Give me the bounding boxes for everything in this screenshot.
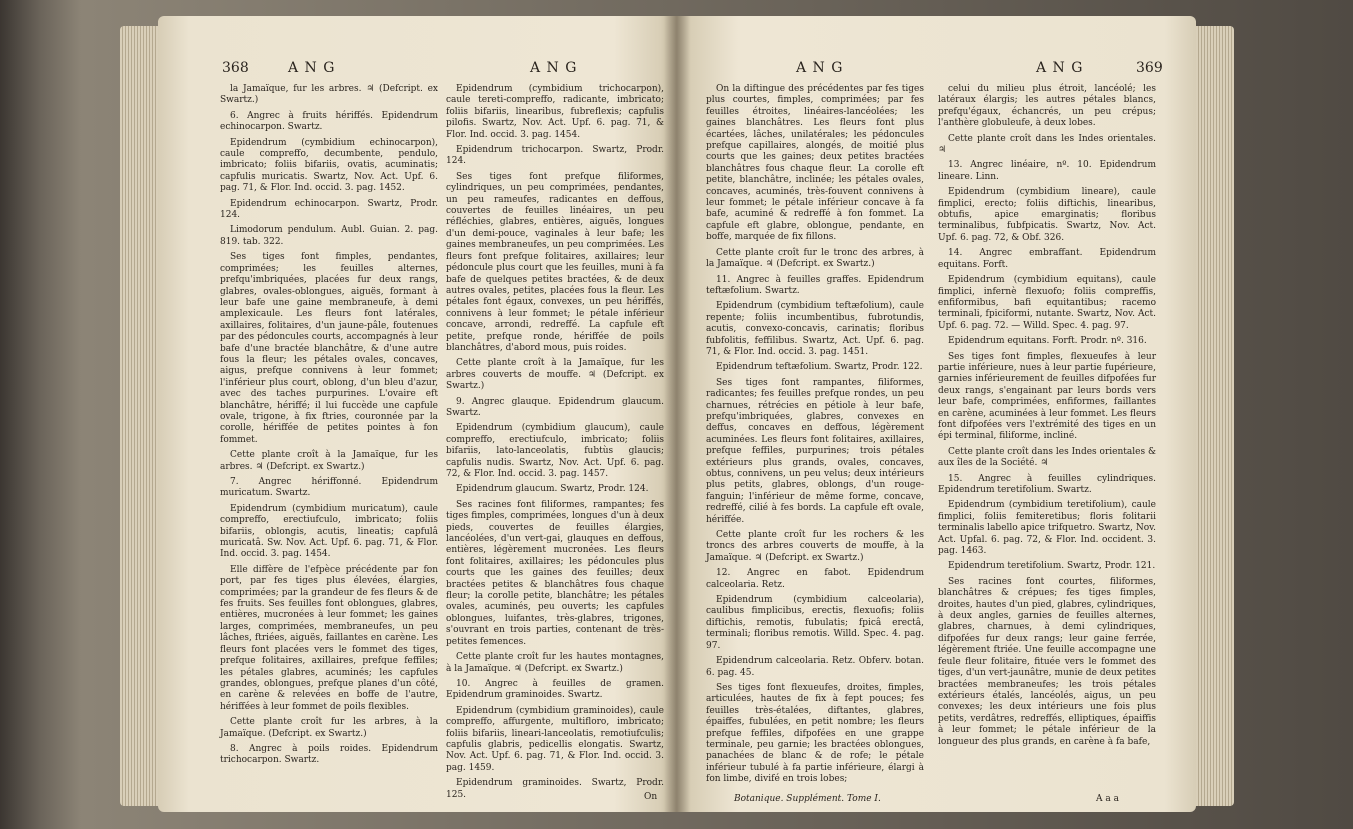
paragraph: Ses racines font filiformes, rampantes; fes tiges fimples, comprimées, longues d'un à deux pieds, couvertes de feuilles élargies, lancéolées, d'un vert-gai, glauques en deffous, entières, légèrement mucronées. Les fleurs font folitaires, axillaires; les pédoncules plus courts que les gaines des feuilles; deux bractées petites & blanchâtres fous chaque fleur; la corolle petite, blanchâtre; les pétales ovales, acuminés, peu ouverts; les capfules oblongues, luifantes, très-glabres, trigones, s'ouvrant en trois parties, contenant de très-petites femences.: [446, 499, 664, 647]
paragraph: 12. Angrec en fabot. Epidendrum calceolaria. Retz.: [706, 568, 924, 590]
right-page-column-1: [706, 84, 924, 790]
paragraph: Epidendrum (cymbidium teretifolium), caule fimplici, foliis femiteretibus; floris folitarii terminalis labello apice trifquetro. Swartz, Nov. Act. Upfal. 6. pag. 72, & Flor. Ind. occident. 3. pag. 1463.: [938, 500, 1156, 557]
paragraph: Cette plante croît fur les arbres, à la Jamaïque. (Defcript. ex Swartz.): [220, 717, 438, 739]
paragraph: Epidendrum (cymbidium equitans), caule fimplici, infernè flexuofo; foliis compreffis, enfiformibus, bafi equitantibus; racemo terminali, fpiciformi, nutante. Swartz, Nov. Act. Upf. 6. pag. 72. — Willd. Spec. 4. pag. 97.: [938, 275, 1156, 331]
paragraph: 14. Angrec embraffant. Epidendrum equitans. Forft.: [938, 248, 1156, 270]
paragraph: Ses tiges font flexueufes, droites, fimples, articulées, hautes de fix à fept pouces; fes feuilles très-étalées, diftantes, glabres, épaiffes, fubulées, en petit nombre; les fleurs prefque feffiles, difpofées en une grappe terminale, peu garnie; les bractées oblongues, panachées de blanc & de rofe; le pétale inférieur tubulé à fa partie inférieure, élargi à fon limbe, divifé en trois lobes;: [706, 682, 924, 785]
left-page-column-1: [220, 84, 438, 771]
paragraph: 10. Angrec à feuilles de gramen. Epidendrum graminoides. Swartz.: [446, 678, 664, 701]
paragraph: Cette plante croît dans les Indes orientales & aux îles de la Société. ♃: [938, 446, 1156, 469]
running-header-right: A N G: [1036, 60, 1084, 76]
paragraph: Epidendrum (cymbidium echinocarpon), caule compreffo, decumbente, pendulo, imbricato; foliis bifariis, ovatis, acuminatis; capfulis muricatis. Swartz, Nov. Act. Upf. 6. pag. 71, & Flor. Ind. occid. 3. pag. 1452.: [220, 137, 438, 194]
running-header-right: A N G: [530, 60, 578, 76]
paragraph: 9. Angrec glauque. Epidendrum glaucum. Swartz.: [446, 396, 664, 418]
paragraph: Epidendrum (cymbidium glaucum), caule compreffo, erectiufculo, imbricato; foliis bifariis, lato-lanceolatis, fubtùs glaucis; capfulis nudis. Swartz, Nov. Act. Upf. 6. pag. 72, & Flor. Ind. occid. 3. pag. 1457.: [446, 423, 664, 479]
paragraph: Epidendrum (cymbidium lineare), caule fimplici, erecto; foliis diftichis, linearibus, obtufis, apice emarginatis; floribus terminalibus, fubfpicatis. Swartz, Nov. Act. Upf. 6. pag. 72, & Obf. 326.: [938, 187, 1156, 243]
paragraph: Ses racines font courtes, filiformes, blanchâtres & crépues; fes tiges fimples, droites, hautes d'un pied, glabres, cylindriques, à deux angles, garnies de feuilles alternes, glabres, charnues, à demi cylindriques, difpofées fur deux rangs; leur gaine ferrée, légèrement ftriée. Une feuille accompagne une feule fleur folitaire, fituée vers le fommet des tiges, d'un vert-jaunâtre, munie de deux petites bractées membraneufes; les trois pétales extérieurs étalés, lancéolés, aigus, un peu convexes; les deux intérieurs une fois plus petits, verdâtres, redreffés, elliptiques, épaiffis à leur fommet; le pétale inférieur de la longueur des plus grands, en carène à fa bafe,: [938, 576, 1156, 747]
page-number: 368: [222, 60, 249, 76]
paragraph: Ses tiges font prefque filiformes, cylindriques, un peu comprimées, pendantes, un peu rameufes, radicantes en deffous, couvertes de feuilles linéaires, un peu réfléchies, glabres, entières, aiguës, longues d'un demi-pouce, vaginales à leur bafe; les gaines membraneufes, un peu comprimées. Les fleurs font prefque folitaires, axillaires; leur pédoncule plus court que les feuilles, muni à fa bafe de quelques petites bractées, & de deux autres ovales, petites, placées fous la fleur. Les pétales font égaux, convexes, un peu hériffés, connivens à leur fommet; le pétale inférieur concave, arrondi, redreffé. La capfule eft petite, prefque ronde, hériffée de poils blanchâtres, d'abord mous, puis roides.: [446, 171, 664, 353]
signature-mark: A a a: [1096, 794, 1119, 804]
paragraph: Cette plante croît à la Jamaïque, fur les arbres couverts de mouffe. ♃ (Defcript. ex Swartz.): [446, 358, 664, 392]
paragraph: Epidendrum (cymbidium trichocarpon), caule tereti-compreffo, radicante, imbricato; foliis bifariis, linearibus, fubreflexis; capfulis pilofis. Swartz, Nov. Act. Upf. 6. pag. 71, & Flor. Ind. occid. 3. pag. 1454.: [446, 84, 664, 140]
paragraph: Epidendrum calceolaria. Retz. Obferv. botan. 6. pag. 45.: [706, 656, 924, 678]
paragraph: 6. Angrec à fruits hériffés. Epidendrum echinocarpon. Swartz.: [220, 110, 438, 133]
paragraph: On la diftingue des précédentes par fes tiges plus courtes, fimples, comprimées; par fes feuilles étroites, linéaires-lancéolées; les gaines blanchâtres. Les fleurs font plus écartées, lâches, unilatérales; les pédoncules prefque capillaires, alongés, de moitié plus courts que les gaines; deux petites bractées blanchâtres fous chaque fleur. La corolle eft petite, blanchâtre, inclinée; les pétales ovales, concaves, acuminés, très-fouvent connivens à leur fommet; le pétale inférieur concave à fa bafe, acuminé & redreffé à fon fommet. La capfule eft glabre, oblongue, pendante, en boffe, marquée de fix fillons.: [706, 84, 924, 243]
paragraph: Epidendrum (cymbidium muricatum), caule compreffo, erectiufculo, imbricato; foliis bifariis, oblongis, acutis, lineatis; capfulâ muricatâ. Sw. Nov. Act. Upf. 6. pag. 71, & Flor. Ind. occid. 3. pag. 1454.: [220, 503, 438, 560]
page-number: 369: [1136, 60, 1163, 76]
paragraph: celui du milieu plus étroit, lancéolé; les latéraux élargis; les autres pétales blancs, prefqu'égaux, échancrés, un peu crépus; l'anthère globuleufe, à deux lobes.: [938, 84, 1156, 129]
paragraph: Epidendrum (cymbidium calceolaria), caulibus fimplicibus, erectis, flexuofis; foliis diftichis, remotis, fubulatis; fpicâ erectâ, terminali; floribus remotis. Willd. Spec. 4. pag. 97.: [706, 595, 924, 651]
paragraph: la Jamaïque, fur les arbres. ♃ (Defcript. ex Swartz.): [220, 84, 438, 106]
running-header-left: A N G: [796, 60, 844, 76]
paragraph: Ses tiges font fimples, flexueufes à leur partie inférieure, nues à leur partie fupérieure, garnies inférieurement de feuilles difpofées fur deux rangs, s'engainant par leurs bords vers leur bafe, comprimées, enfiformes, faillantes en carène, acuminées à leur fommet. Les fleurs font difpofées vers l'extrémité des tiges en un épi terminal, filiforme, incliné.: [938, 351, 1156, 442]
paragraph: Cette plante croît fur les hautes montagnes, à la Jamaïque. ♃ (Defcript. ex Swartz.): [446, 652, 664, 674]
paragraph: 13. Angrec linéaire, nº. 10. Epidendrum lineare. Linn.: [938, 160, 1156, 182]
paragraph: Epidendrum glaucum. Swartz, Prodr. 124.: [456, 484, 649, 495]
left-page: [158, 16, 676, 812]
paragraph: Epidendrum echinocarpon. Swartz, Prodr. 124.: [220, 198, 438, 221]
paragraph: 8. Angrec à poils roides. Epidendrum trichocarpon. Swartz.: [220, 743, 438, 766]
paragraph: Epidendrum teftæfolium. Swartz, Prodr. 122.: [716, 362, 923, 373]
page-footer: Botanique. Supplément. Tome I.: [734, 794, 881, 804]
paragraph: Cette plante croît fur les rochers & les troncs des arbres couverts de mouffe, à la Jamaïque. ♃ (Defcript. ex Swartz.): [706, 530, 924, 563]
paragraph: Epidendrum (cymbidium graminoides), caule compreffo, affurgente, multifloro, imbricato; foliis bifariis, lineari-lanceolatis, remotiufculis; capfulis glabris, pedicellis elongatis. Swartz, Nov. Act. Upf. 6. pag. 71, & Flor. Ind. occid. 3. pag. 1459.: [446, 705, 664, 773]
paragraph: Epidendrum (cymbidium teftæfolium), caule repente; foliis incumbentibus, fubrotundis, acutis, convexo-concavis, carinatis; floribus fubfolitis, feffilibus. Swartz, Act. Upf. 6. pag. 71, & Flor. Ind. occid. 3. pag. 1451.: [706, 301, 924, 357]
book-gutter: [664, 16, 690, 812]
paragraph: Epidendrum graminoides. Swartz, Prodr. 125.: [446, 778, 664, 800]
paragraph: Cette plante croît dans les Indes orientales. ♃: [938, 133, 1156, 156]
paragraph: Elle diffère de l'efpèce précédente par fon port, par fes tiges plus élevées, élargies, comprimées; par la grandeur de fes fleurs & de fes fruits. Ses feuilles font oblongues, glabres, entières, mucronées à leur fommet; les gaines larges, comprimées, membraneufes, un peu lâches, ftriées, aiguës, faillantes en carène. Les fleurs font placées vers le fommet des tiges, prefque folitaires, axillaires, prefque feffiles; les pétales glabres, acuminés; les capfules grandes, oblongues, prefque planes d'un côté, en carène & relevées en boffe de l'autre, hériffées à leur fommet de poils flexibles.: [220, 564, 438, 712]
paragraph: Epidendrum teretifolium. Swartz, Prodr. 121.: [948, 561, 1156, 572]
paragraph: Epidendrum equitans. Forft. Prodr. nº. 316.: [948, 336, 1147, 347]
paragraph: Ses tiges font rampantes, filiformes, radicantes; fes feuilles prefque rondes, un peu charnues, rétrécies en pétiole à leur bafe, prefqu'imbriquées, glabres, convexes en deffus, concaves en deffous, légèrement acuminées. Les fleurs font folitaires, axillaires, prefque feffiles, purpurines; trois pétales extérieurs plus grands, ovales, concaves, obtus, connivens, un peu velus; deux intérieurs plus petits, glabres, oblongs, d'un rouge-fanguin; l'inférieur de même forme, concave, redreffé, cilié à fes bords. La capfule eft ovale, hériffée.: [706, 377, 924, 525]
page-edges-right: [1196, 26, 1234, 806]
paragraph: Ses tiges font fimples, pendantes, comprimées; les feuilles alternes, prefqu'imbriquées, placées fur deux rangs, glabres, ovales-oblongues, aiguës, formant à leur bafe une gaine membraneufe, à demi amplexicaule. Les fleurs font latérales, axillaires, folitaires, d'un jaune-pâle, foutenues par des pédoncules courts, accompagnés à leur bafe d'une bractée blanchâtre, & d'une autre fous la fleur; les pétales ovales, concaves, aigus, prefque connivens à leur fommet; l'inférieur plus court, oblong, d'un bleu d'azur, avec des taches purpurines. L'ovaire eft blanchâtre, hériffé; il lui fuccède une capfule ovale, trigone, à fix ftries, couronnée par la corolle, hériffée de petites pointes à fon fommet.: [220, 252, 438, 445]
left-page-column-2: [446, 84, 664, 805]
right-page-column-2: [938, 84, 1156, 752]
catchword: On: [644, 792, 658, 802]
paragraph: 15. Angrec à feuilles cylindriques. Epidendrum teretifolium. Swartz.: [938, 473, 1156, 495]
paragraph: Limodorum pendulum. Aubl. Guian. 2. pag. 819. tab. 322.: [220, 225, 438, 247]
paragraph: Cette plante croît fur le tronc des arbres, à la Jamaïque. ♃ (Defcript. ex Swartz.): [706, 247, 924, 270]
right-page: [676, 16, 1196, 812]
paragraph: Epidendrum trichocarpon. Swartz, Prodr. 124.: [446, 145, 664, 167]
paragraph: 11. Angrec à feuilles graffes. Epidendrum teftæfolium. Swartz.: [706, 274, 924, 296]
paragraph: 7. Angrec hériffonné. Epidendrum muricatum. Swartz.: [220, 477, 438, 499]
running-header-left: A N G: [288, 60, 336, 76]
page-edges-left: [120, 26, 160, 806]
paragraph: Cette plante croît à la Jamaïque, fur les arbres. ♃ (Defcript. ex Swartz.): [220, 450, 438, 472]
